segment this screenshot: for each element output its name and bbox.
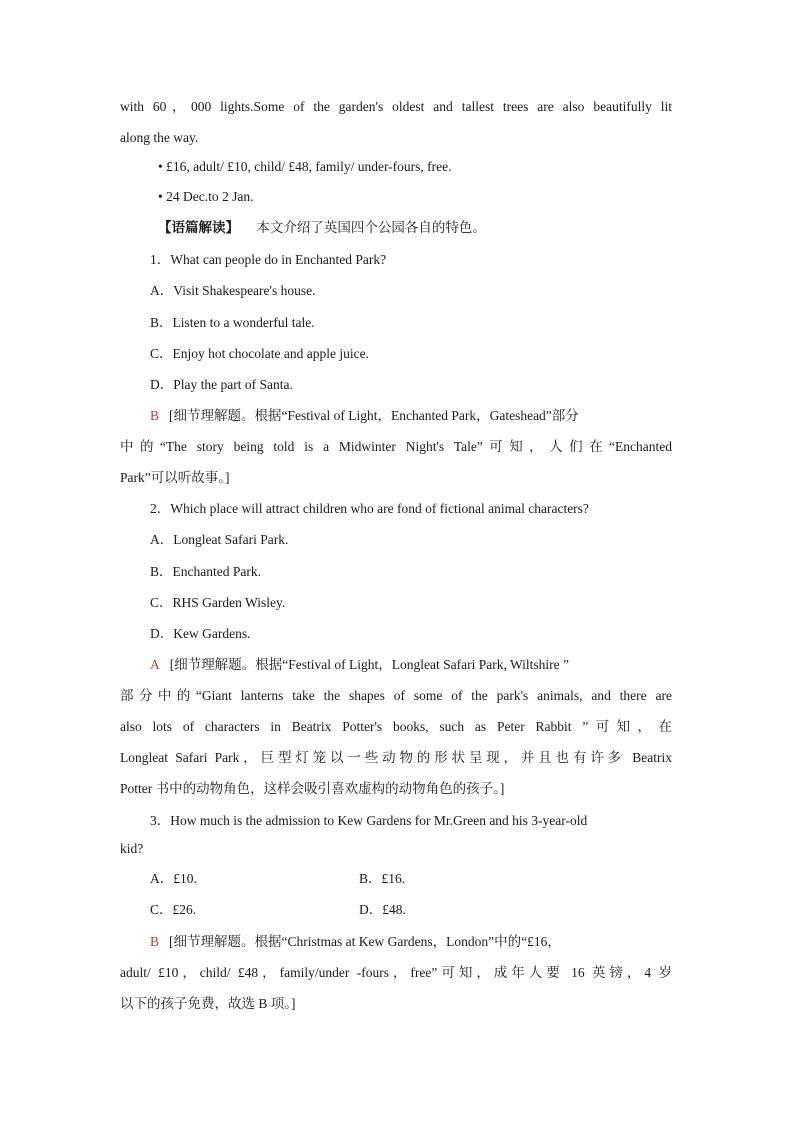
option-d: D．£48. — [359, 902, 406, 917]
option-c: C．Enjoy hot chocolate and apple juice. — [150, 346, 369, 361]
explanation-line: Longleat Safari Park，巨型灯笼以一些动物的形状呈现，并且也有许多 Beatrix — [120, 750, 672, 765]
option-d: D．Play the part of Santa. — [150, 377, 293, 392]
summary — [158, 220, 486, 236]
question-stem: 3．How much is the admission to Kew Gardens for Mr.Green and his 3-year-old — [150, 813, 588, 828]
explanation-line — [150, 934, 561, 950]
explanation-line: also lots of characters in Beatrix Potter's books, such as Peter Rabbit ”可知，在 — [120, 719, 672, 734]
option-a: A．Longleat Safari Park. — [150, 532, 289, 547]
option-b: B．Listen to a wonderful tale. — [150, 315, 315, 330]
passage-line: along the way. — [120, 130, 199, 145]
explanation-line: Potter 书中的动物角色，这样会吸引喜欢虚构的动物角色的孩子。] — [120, 781, 505, 796]
explanation-line: Park”可以听故事。] — [120, 470, 230, 485]
option-d: D．Kew Gardens. — [150, 626, 251, 641]
option-a: A．£10. — [150, 871, 197, 886]
question-stem: 1．What can people do in Enchanted Park? — [150, 252, 387, 267]
explanation-line — [150, 408, 579, 424]
answer-letter: A — [150, 657, 160, 672]
explanation-text: [细节理解题。根据“Christmas at Kew Gardens，London”中的“£16， — [169, 934, 561, 949]
option-c: C．RHS Garden Wisley. — [150, 595, 286, 610]
explanation-line: 部分中的“Giant lanterns take the shapes of some of the park's animals, and there are — [120, 688, 672, 703]
summary-label: 【语篇解读】 — [158, 220, 239, 235]
explanation-line: adult/ £10，child/ £48，family/under -fours，free”可知，成年人要 16 英镑，4 岁 — [120, 965, 672, 980]
question-stem: kid? — [120, 841, 144, 856]
answer-letter: B — [150, 934, 160, 949]
option-c: C．£26. — [150, 902, 197, 917]
summary-text: 本文介绍了英国四个公园各自的特色。 — [256, 220, 486, 235]
explanation-text: [细节理解题。根据“Festival of Light，Longleat Safari Park, Wiltshire ” — [169, 657, 570, 672]
question-stem: 2．Which place will attract children who are fond of fictional animal characters? — [150, 501, 589, 516]
explanation-line: 以下的孩子免费，故选 B 项。] — [120, 996, 296, 1011]
passage-line: with 60，000 lights.Some of the garden's oldest and tallest trees are also beautifully lit — [120, 99, 672, 114]
explanation-line: 中的“The story being told is a Midwinter Night's Tale”可知，人们在“Enchanted — [120, 439, 672, 454]
option-b: B．£16. — [359, 871, 406, 886]
explanation-text: [细节理解题。根据“Festival of Light，Enchanted Park，Gateshead”部分 — [169, 408, 579, 423]
option-a: A．Visit Shakespeare's house. — [150, 283, 316, 298]
option-b: B．Enchanted Park. — [150, 564, 261, 579]
answer-letter: B — [150, 408, 160, 423]
explanation-line — [150, 657, 569, 673]
dates-bullet: • 24 Dec.to 2 Jan. — [158, 189, 254, 204]
price-bullet: • £16, adult/ £10, child/ £48, family/ under-fours, free. — [158, 159, 452, 174]
